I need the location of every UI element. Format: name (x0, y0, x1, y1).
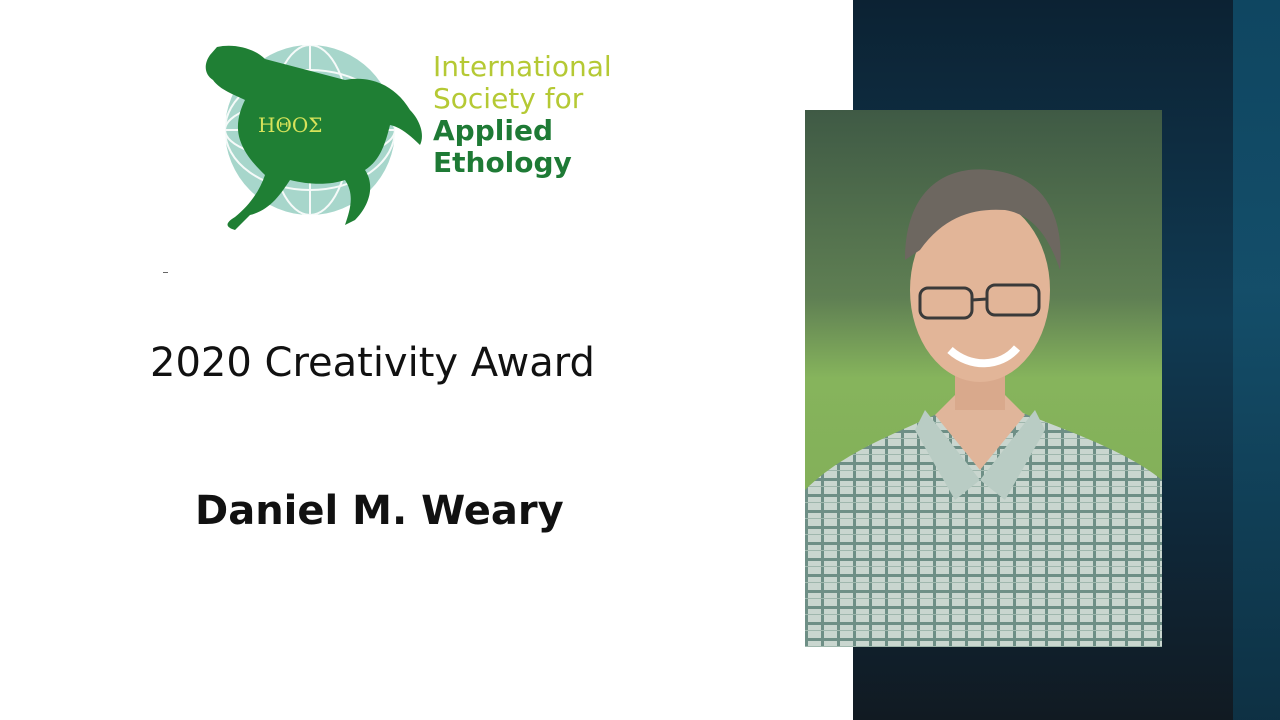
horse-globe-emblem (195, 35, 435, 240)
logo-line-1: International (433, 50, 612, 83)
recipient-name: Daniel M. Weary (195, 488, 564, 534)
logo-line-3: Applied (433, 114, 553, 147)
recipient-photo (805, 110, 1162, 647)
society-logo (195, 35, 645, 240)
stray-mark (163, 272, 168, 273)
logo-line-4: Ethology (433, 146, 572, 179)
accent-strip (1233, 0, 1280, 720)
emblem-text: ΗΘΟΣ (258, 113, 323, 137)
society-name (433, 51, 612, 179)
award-title: 2020 Creativity Award (150, 340, 595, 386)
logo-line-2: Society for (433, 82, 584, 115)
